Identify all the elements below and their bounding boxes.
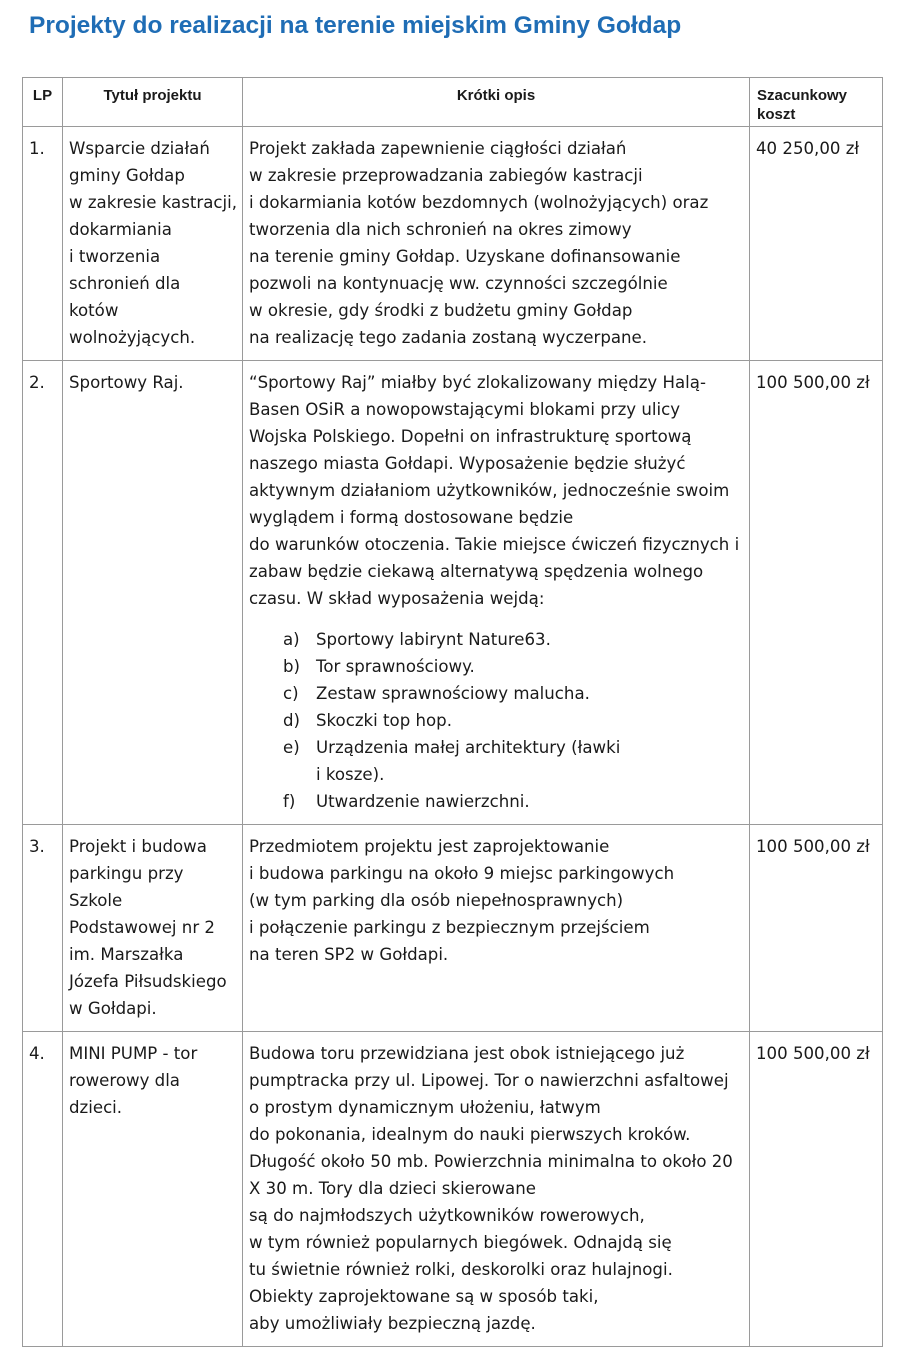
description-line: aby umożliwiały bezpieczną jazdę. <box>249 1314 536 1333</box>
project-title-line: schronień dla <box>69 274 181 293</box>
list-item-text <box>316 653 475 680</box>
project-title-line: rowerowy dla <box>69 1071 180 1090</box>
list-item <box>283 653 743 680</box>
table-row <box>23 1032 883 1347</box>
project-description <box>243 825 750 1032</box>
project-title-line: wolnożyjących. <box>69 328 196 347</box>
list-item-marker: f) <box>283 792 296 811</box>
list-item-marker: b) <box>283 657 301 676</box>
list-item <box>283 707 743 734</box>
header-cost <box>750 78 883 127</box>
description-line: są do najmłodszych użytkowników rowerowych, <box>249 1206 645 1225</box>
project-description <box>243 1032 750 1347</box>
list-item-marker: e) <box>283 738 300 757</box>
list-item-text <box>316 626 551 653</box>
table-row <box>23 127 883 361</box>
description-line: o prostym dynamicznym ułożeniu, łatwym <box>249 1098 601 1117</box>
project-description <box>243 361 750 825</box>
project-title-line: MINI PUMP - tor <box>69 1044 198 1063</box>
project-title-line: dzieci. <box>69 1098 123 1117</box>
description-line: pumptracka przy ul. Lipowej. Tor o nawierzchni asfaltowej <box>249 1071 729 1090</box>
description-line: do pokonania, idealnym do nauki pierwszych kroków. <box>249 1125 691 1144</box>
list-item-text <box>316 707 452 734</box>
project-title-line: gminy Gołdap <box>69 166 185 185</box>
header-cost-line: Szacunkowy <box>757 87 848 104</box>
header-description: Krótki opis <box>243 78 750 127</box>
project-title-line: w Gołdapi. <box>69 999 157 1018</box>
project-cost: 40 250,00 zł <box>750 127 883 361</box>
header-title: Tytuł projektu <box>63 78 243 127</box>
project-title-line: Projekt i budowa <box>69 837 207 856</box>
description-line: na realizację tego zadania zostaną wyczerpane. <box>249 328 648 347</box>
list-item-text <box>316 734 620 788</box>
project-title <box>63 127 243 361</box>
project-cost: 100 500,00 zł <box>750 1032 883 1347</box>
description-line: (w tym parking dla osób niepełnosprawnych) <box>249 891 624 910</box>
description-line: i dokarmiania kotów bezdomnych (wolnożyjących) oraz <box>249 193 709 212</box>
list-item-line: Sportowy labirynt Nature63. <box>316 630 551 649</box>
description-line: Basen OSiR a nowopowstającymi blokami przy ulicy <box>249 400 681 419</box>
list-item <box>283 734 743 788</box>
project-cost: 100 500,00 zł <box>750 825 883 1032</box>
project-title-line: Sportowy Raj. <box>69 373 184 392</box>
project-title <box>63 825 243 1032</box>
list-item-marker: a) <box>283 630 300 649</box>
description-line: Długość około 50 mb. Powierzchnia minimalna to około 20 <box>249 1152 733 1171</box>
project-title-line: Podstawowej nr 2 <box>69 918 215 937</box>
description-line: w okresie, gdy środki z budżetu gminy Gołdap <box>249 301 633 320</box>
row-number: 2. <box>23 361 63 825</box>
project-title-line: dokarmiania <box>69 220 172 239</box>
header-cost-line: koszt <box>757 106 796 123</box>
description-line: w tym również popularnych biegówek. Odnajdą się <box>249 1233 672 1252</box>
list-item-text <box>316 680 590 707</box>
equipment-list <box>249 626 743 815</box>
project-title-line: parkingu przy <box>69 864 184 883</box>
description-line: X 30 m. Tory dla dzieci skierowane <box>249 1179 536 1198</box>
project-description <box>243 127 750 361</box>
project-title-line: im. Marszałka <box>69 945 184 964</box>
description-line: Przedmiotem projektu jest zaprojektowanie <box>249 837 610 856</box>
description-line: aktywnym działaniom użytkowników, jednocześnie swoim <box>249 481 730 500</box>
description-line: czasu. W skład wyposażenia wejdą: <box>249 589 545 608</box>
table-row <box>23 361 883 825</box>
projects-table <box>22 77 883 1347</box>
description-line: pozwoli na kontynuację ww. czynności szczególnie <box>249 274 668 293</box>
description-line: Projekt zakłada zapewnienie ciągłości działań <box>249 139 627 158</box>
list-item-line: Tor sprawnościowy. <box>316 657 475 676</box>
project-cost: 100 500,00 zł <box>750 361 883 825</box>
project-title-line: Wsparcie działań <box>69 139 210 158</box>
description-line: do warunków otoczenia. Takie miejsce ćwiczeń fizycznych i <box>249 535 740 554</box>
list-item <box>283 788 743 815</box>
project-title-line: w zakresie kastracji, <box>69 193 237 212</box>
list-item-text <box>316 788 530 815</box>
row-number: 1. <box>23 127 63 361</box>
project-title <box>63 361 243 825</box>
description-line: Obiekty zaprojektowane są w sposób taki, <box>249 1287 599 1306</box>
table-header-row <box>23 78 883 127</box>
description-line: Budowa toru przewidziana jest obok istniejącego już <box>249 1044 685 1063</box>
row-number: 3. <box>23 825 63 1032</box>
list-item-line: i kosze). <box>316 765 385 784</box>
row-number: 4. <box>23 1032 63 1347</box>
page-title: Projekty do realizacji na terenie miejskim Gminy Gołdap <box>29 12 682 39</box>
list-item-line: Utwardzenie nawierzchni. <box>316 792 530 811</box>
project-title-line: Szkole <box>69 891 123 910</box>
project-title <box>63 1032 243 1347</box>
description-line: na terenie gminy Gołdap. Uzyskane dofinansowanie <box>249 247 681 266</box>
description-line: tworzenia dla nich schronień na okres zimowy <box>249 220 632 239</box>
list-item-line: Skoczki top hop. <box>316 711 452 730</box>
description-line: “Sportowy Raj” miałby być zlokalizowany między Halą- <box>249 373 706 392</box>
description-line: zabaw będzie ciekawą alternatywą spędzenia wolnego <box>249 562 704 581</box>
project-title-line: i tworzenia <box>69 247 161 266</box>
list-item-marker: d) <box>283 711 301 730</box>
list-item <box>283 626 743 653</box>
description-line: tu świetnie również rolki, deskorolki oraz hulajnogi. <box>249 1260 673 1279</box>
list-item-line: Zestaw sprawnościowy malucha. <box>316 684 590 703</box>
description-line: i połączenie parkingu z bezpiecznym przejściem <box>249 918 650 937</box>
project-title-line: Józefa Piłsudskiego <box>69 972 227 991</box>
description-line: Wojska Polskiego. Dopełni on infrastrukturę sportową <box>249 427 692 446</box>
project-title-line: kotów <box>69 301 119 320</box>
description-line: w zakresie przeprowadzania zabiegów kastracji <box>249 166 643 185</box>
description-line: naszego miasta Gołdapi. Wyposażenie będzie służyć <box>249 454 686 473</box>
description-line: na teren SP2 w Gołdapi. <box>249 945 449 964</box>
header-lp: LP <box>23 78 63 127</box>
list-item-line: Urządzenia małej architektury (ławki <box>316 738 621 757</box>
description-line: wyglądem i formą dostosowane będzie <box>249 508 574 527</box>
list-item-marker: c) <box>283 684 299 703</box>
list-item <box>283 680 743 707</box>
description-line: i budowa parkingu na około 9 miejsc parkingowych <box>249 864 675 883</box>
table-row <box>23 825 883 1032</box>
